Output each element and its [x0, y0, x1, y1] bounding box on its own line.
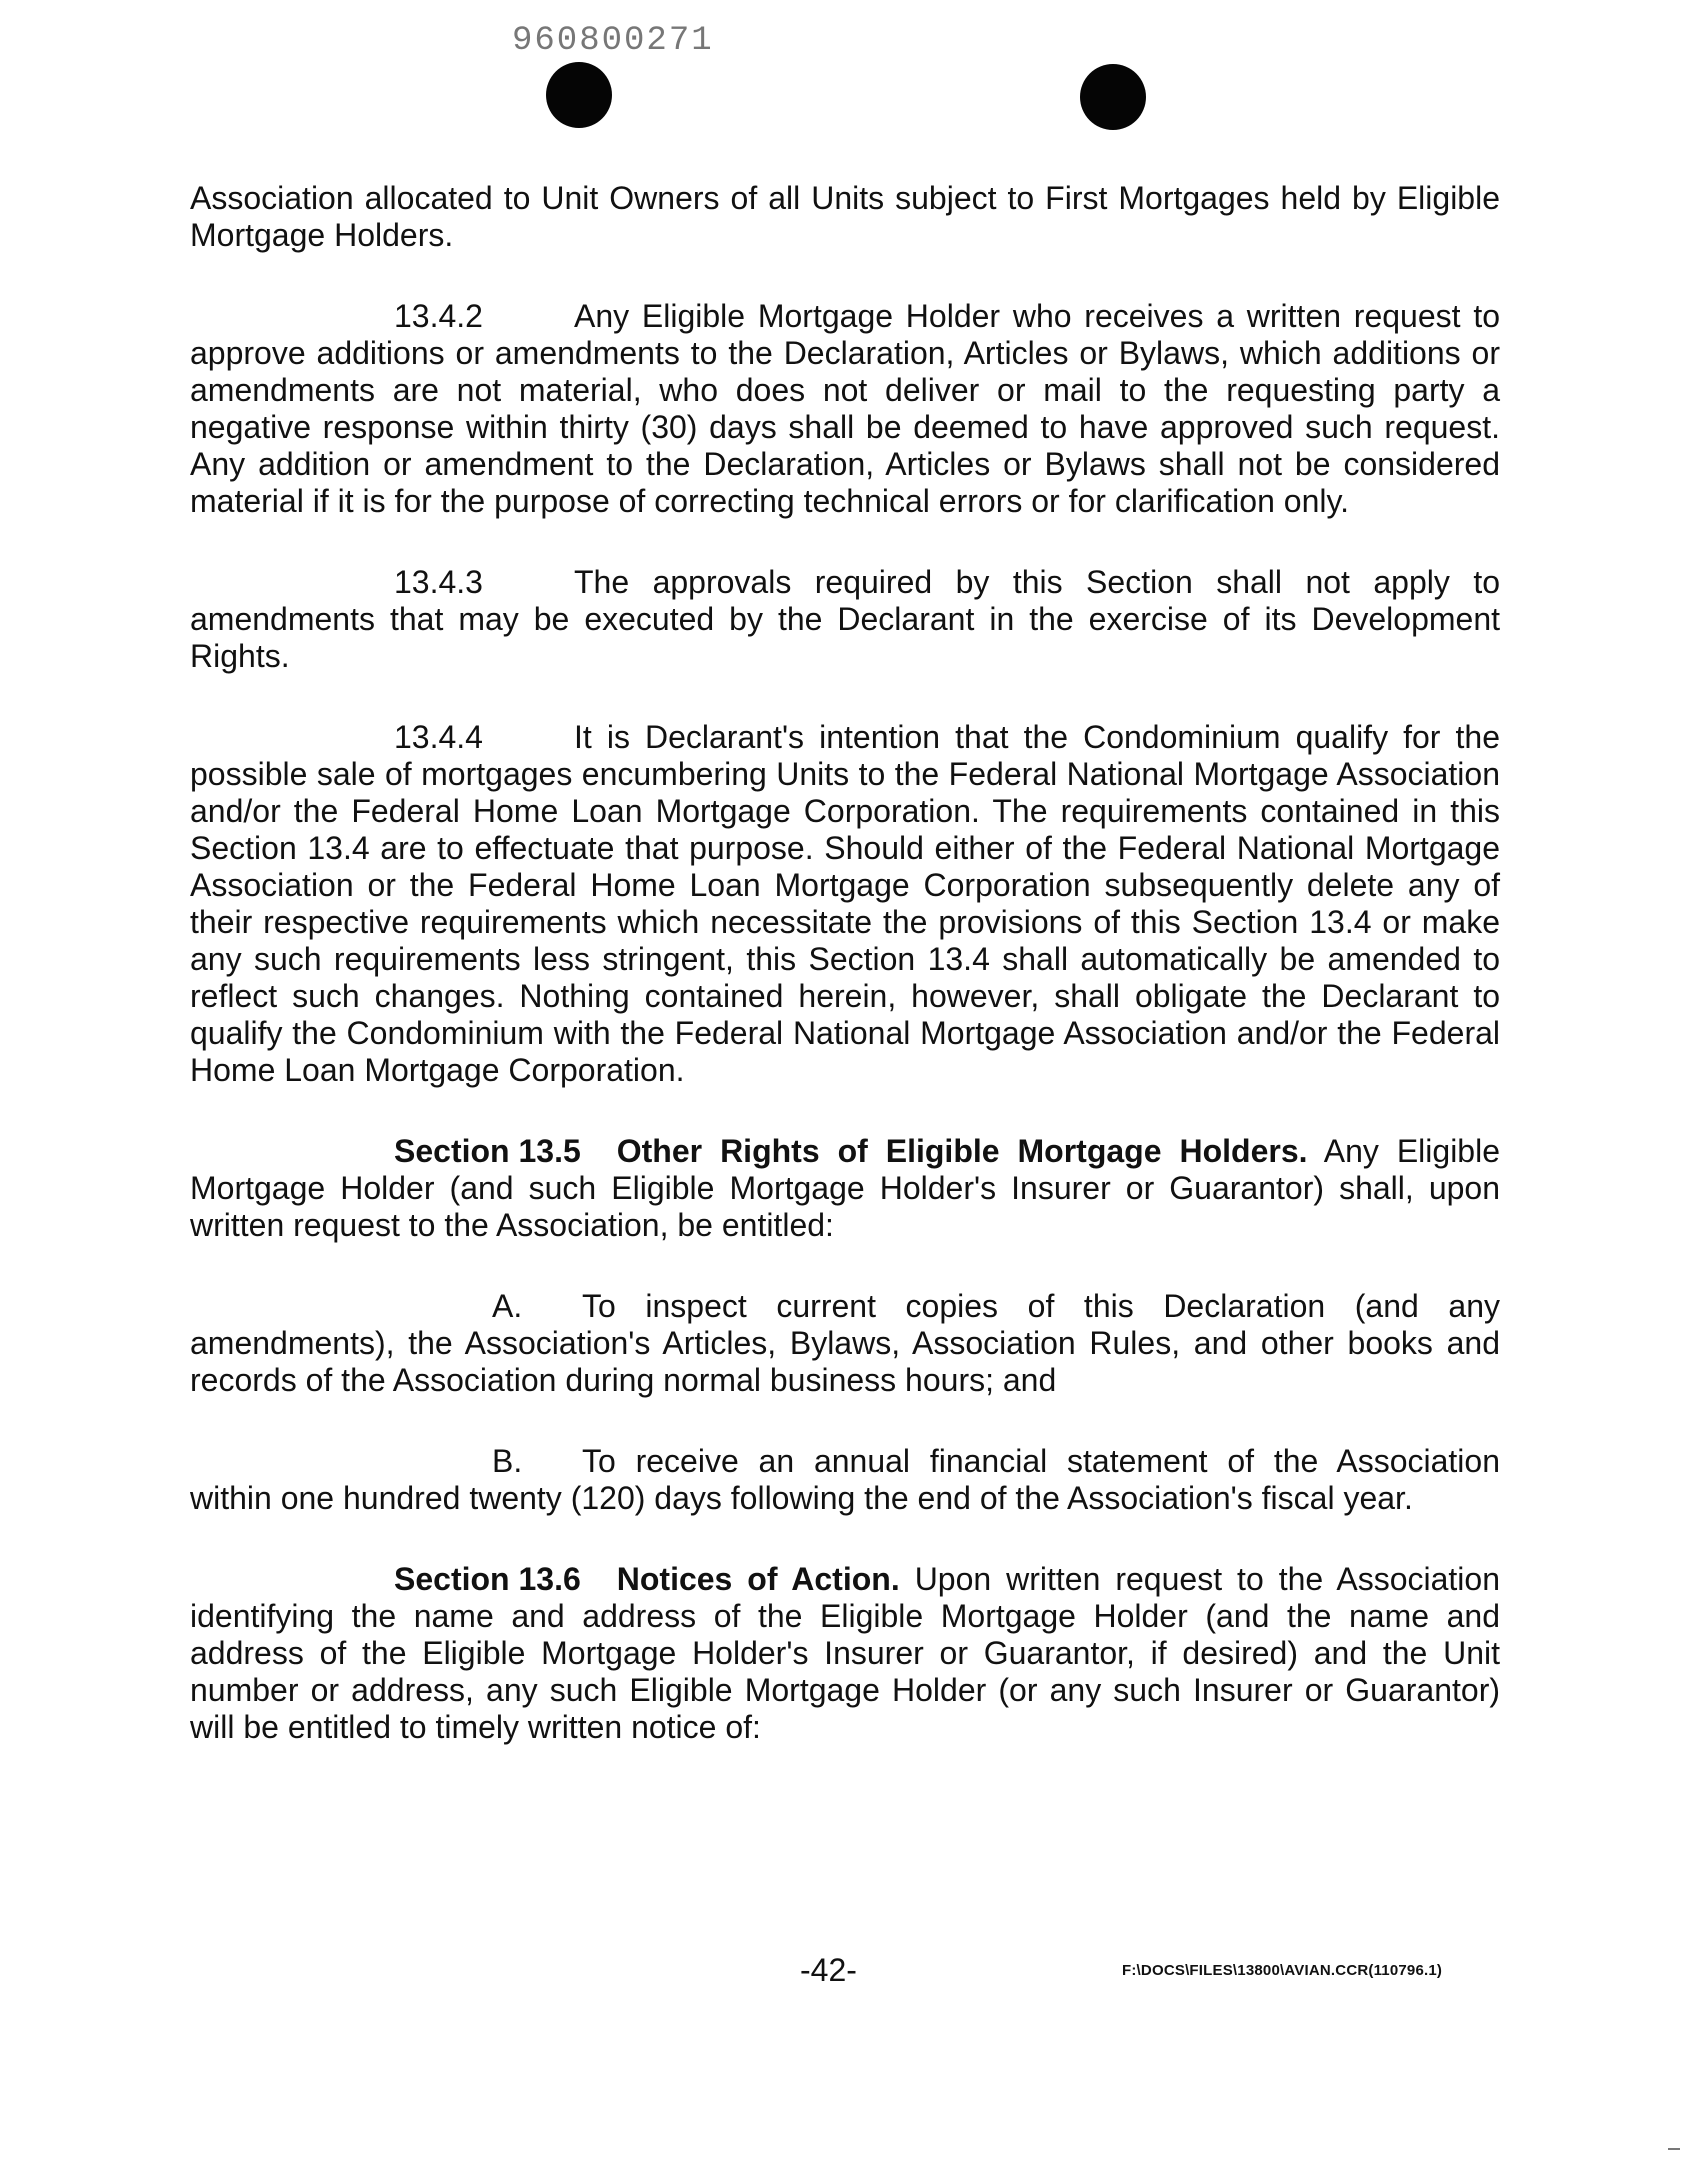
file-path: F:\DOCS\FILES\13800\AVIAN.CCR(110796.1): [1122, 1962, 1443, 1979]
punch-hole-left: [546, 62, 612, 128]
paragraph-13-4-3: [190, 564, 1500, 675]
paragraph-text: Association allocated to Unit Owners of all Units subject to First Mortgages held by Eligible Mortgage Holders.: [190, 180, 1500, 253]
list-item-b: [190, 1443, 1500, 1517]
paragraph-text: It is Declarant's intention that the Condominium qualify for the possible sale of mortgages encumbering Units to the Federal National Mortgage Association and/or the Federal Home Loan Mortgage Corporation. The requirements contained in this Section 13.4 are to effectuate that purpose. Should either of the Federal National Mortgage Association or the Federal Home Loan Mortgage Corporation subsequently delete any of their respective requirements which necessitate the provisions of this Section 13.4 or make any such requirements less stringent, this Section 13.4 shall automatically be amended to reflect such changes. Nothing contained herein, however, shall obligate the Declarant to qualify the Condominium with the Federal National Mortgage Association and/or the Federal Home Loan Mortgage Corporation.: [190, 719, 1500, 1088]
section-13-5: [190, 1133, 1500, 1244]
section-label: Section 13.5: [394, 1133, 581, 1169]
document-stamp: 960800271: [512, 22, 714, 60]
list-item-label: A.: [492, 1288, 523, 1324]
paragraph-continuation: [190, 180, 1500, 254]
page-number: -42-: [800, 1952, 857, 1988]
document-body: [190, 180, 1500, 1746]
list-item-label: B.: [492, 1443, 523, 1479]
list-item-a: [190, 1288, 1500, 1399]
section-label: Section 13.6: [394, 1561, 581, 1597]
clause-number: 13.4.2: [394, 298, 483, 334]
corner-mark: [1668, 2148, 1680, 2150]
section-13-6: [190, 1561, 1500, 1746]
clause-number: 13.4.3: [394, 564, 483, 600]
paragraph-text: Upon written request to the Association identifying the name and address of the Eligible Mortgage Holder (and the name and address of the Eligible Mortgage Holder's Insurer or Guarantor, if desired) and the Unit number or address, any such Eligible Mortgage Holder (or any such Insurer or Guarantor) will be entitled to timely written notice of:: [190, 1561, 1501, 1745]
section-title: Notices of Action.: [616, 1561, 900, 1597]
section-title: Other Rights of Eligible Mortgage Holders.: [616, 1133, 1308, 1169]
paragraph-text: Any Eligible Mortgage Holder (and such Eligible Mortgage Holder's Insurer or Guarantor) shall, upon written request to the Association, be entitled:: [190, 1133, 1500, 1243]
paragraph-text: To receive an annual financial statement of the Association within one hundred twenty (120) days following the end of the Association's fiscal year.: [190, 1443, 1500, 1516]
paragraph-13-4-2: [190, 298, 1500, 520]
paragraph-text: Any Eligible Mortgage Holder who receives a written request to approve additions or amendments to the Declaration, Articles or Bylaws, which additions or amendments are not material, who does not deliver or mail to the requesting party a negative response within thirty (30) days shall be deemed to have approved such request. Any addition or amendment to the Declaration, Articles or Bylaws shall not be considered material if it is for the purpose of correcting technical errors or for clarification only.: [190, 298, 1500, 519]
clause-number: 13.4.4: [394, 719, 483, 755]
paragraph-text: The approvals required by this Section shall not apply to amendments that may be executed by the Declarant in the exercise of its Development Rights.: [190, 564, 1500, 674]
paragraph-text: To inspect current copies of this Declaration (and any amendments), the Association's Articles, Bylaws, Association Rules, and other books and records of the Association during normal business hours; and: [190, 1288, 1500, 1398]
paragraph-13-4-4: [190, 719, 1500, 1089]
punch-hole-right: [1080, 64, 1146, 130]
